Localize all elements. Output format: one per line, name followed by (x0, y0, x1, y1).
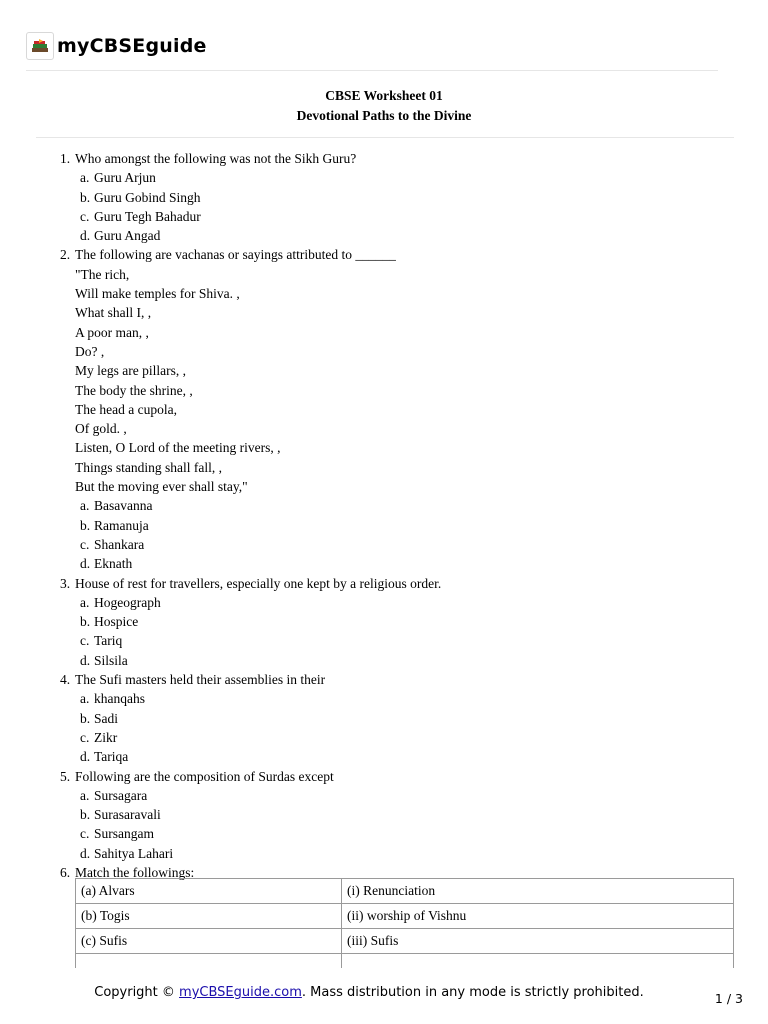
question-1 (60, 149, 740, 168)
option-letter: b. (80, 517, 91, 533)
option-text: Surasaravali (94, 807, 161, 823)
footer-link[interactable]: myCBSEguide.com (179, 985, 302, 1000)
question-number: 1. (60, 151, 71, 166)
logo[interactable] (26, 32, 54, 60)
question-3 (60, 574, 740, 593)
match-right-cell: (iii) Sufis (342, 929, 734, 954)
book-stack-icon (30, 38, 50, 54)
site-header (26, 30, 207, 62)
document-title-block (0, 86, 768, 125)
match-left-cell: (b) Togis (76, 904, 342, 929)
match-right-cell: (ii) worship of Vishnu (342, 904, 734, 929)
verse-line: "The rich, (75, 266, 130, 282)
option-item (60, 516, 740, 535)
option-letter: c. (80, 536, 90, 552)
option-item (60, 554, 740, 573)
question-4 (60, 670, 740, 689)
footer-copyright (0, 985, 738, 1000)
header-divider (26, 70, 718, 71)
question-2 (60, 245, 740, 264)
option-text: Hospice (94, 614, 139, 630)
question-text: House of rest for travellers, especially one kept by a religious order. (75, 575, 442, 591)
option-letter: d. (80, 845, 91, 861)
question-number: 3. (60, 575, 71, 591)
option-text: Eknath (94, 556, 133, 572)
option-letter: a. (80, 498, 90, 514)
option-item (60, 824, 740, 843)
option-text: Silsila (94, 652, 128, 668)
question-list (60, 149, 740, 882)
option-text: Tariqa (94, 749, 129, 765)
option-item (60, 786, 740, 805)
question-5 (60, 767, 740, 786)
page-number: 1 / 3 (714, 991, 743, 1006)
match-left-cell: (c) Sufis (76, 929, 342, 954)
option-text: Tariq (94, 633, 123, 649)
option-text: Sursagara (94, 787, 148, 803)
table-row (76, 904, 734, 929)
option-letter: a. (80, 691, 90, 707)
option-item (60, 728, 740, 747)
option-item (60, 535, 740, 554)
option-item (60, 593, 740, 612)
verse-line: My legs are pillars, , (75, 363, 186, 379)
match-left-cell: (a) Alvars (76, 879, 342, 904)
option-text: Sursangam (94, 826, 154, 842)
table-row (76, 929, 734, 954)
verse-line: Listen, O Lord of the meeting rivers, , (75, 440, 281, 456)
table-row (76, 879, 734, 904)
option-letter: c. (80, 826, 90, 842)
option-letter: b. (80, 807, 91, 823)
option-text: Guru Tegh Bahadur (94, 208, 201, 224)
option-letter: b. (80, 614, 91, 630)
option-item (60, 651, 740, 670)
document-subtitle: Devotional Paths to the Divine (296, 107, 472, 123)
option-item (60, 805, 740, 824)
option-item (60, 689, 740, 708)
title-divider (36, 137, 734, 138)
option-text: khanqahs (94, 691, 145, 707)
brand-name[interactable]: myCBSEguide (57, 35, 207, 57)
option-letter: a. (80, 170, 90, 186)
question-text: Who amongst the following was not the Sikh Guru? (75, 151, 357, 166)
question-text: Match the followings: (75, 864, 195, 880)
option-text: Basavanna (94, 498, 153, 514)
question-number: 5. (60, 768, 71, 784)
option-item (60, 612, 740, 631)
match-table (75, 878, 734, 979)
option-text: Sahitya Lahari (94, 845, 174, 861)
option-text: Guru Gobind Singh (94, 189, 201, 205)
page-cut (0, 968, 768, 982)
verse-line: Will make temples for Shiva. , (75, 286, 240, 302)
option-letter: d. (80, 749, 91, 765)
verse-line: What shall I, , (75, 305, 152, 321)
option-letter: d. (80, 652, 91, 668)
option-text: Hogeograph (94, 594, 161, 610)
option-item (60, 631, 740, 650)
question-text: Following are the composition of Surdas except (75, 768, 334, 784)
verse-line: Things standing shall fall, , (75, 459, 222, 475)
option-letter: a. (80, 787, 90, 803)
option-letter: d. (80, 228, 91, 244)
footer-prefix: Copyright © (94, 985, 180, 1000)
question-text: The following are vachanas or sayings attributed to ______ (75, 247, 396, 263)
option-letter: c. (80, 633, 90, 649)
option-item (60, 709, 740, 728)
option-item (60, 207, 740, 226)
option-letter: c. (80, 729, 90, 745)
option-item (60, 226, 740, 245)
question-number: 2. (60, 247, 71, 263)
option-letter: b. (80, 189, 91, 205)
verse-line: A poor man, , (75, 324, 149, 340)
option-text: Ramanuja (94, 517, 149, 533)
footer-suffix: . Mass distribution in any mode is strictly prohibited. (301, 985, 644, 1000)
option-letter: d. (80, 556, 91, 572)
verse-line: The head a cupola, (75, 401, 177, 417)
option-letter: a. (80, 594, 90, 610)
option-text: Zikr (94, 729, 118, 745)
verse-line: Of gold. , (75, 421, 127, 437)
option-text: Guru Arjun (94, 170, 156, 186)
document-title: CBSE Worksheet 01 (325, 88, 443, 103)
verse-line: But the moving ever shall stay," (75, 479, 248, 495)
verse-line: The body the shrine, , (75, 382, 193, 398)
question-text: The Sufi masters held their assemblies in their (75, 672, 326, 688)
option-text: Guru Angad (94, 228, 161, 244)
option-item (60, 496, 740, 515)
verse-line: Do? , (75, 343, 105, 359)
option-text: Shankara (94, 536, 145, 552)
question-number: 4. (60, 672, 71, 688)
option-text: Sadi (94, 710, 119, 726)
option-item (60, 747, 740, 766)
option-item (60, 188, 740, 207)
option-letter: b. (80, 710, 91, 726)
option-item (60, 168, 740, 187)
option-letter: c. (80, 208, 90, 224)
question-number: 6. (60, 864, 71, 880)
match-right-cell: (i) Renunciation (342, 879, 734, 904)
option-item (60, 844, 740, 863)
